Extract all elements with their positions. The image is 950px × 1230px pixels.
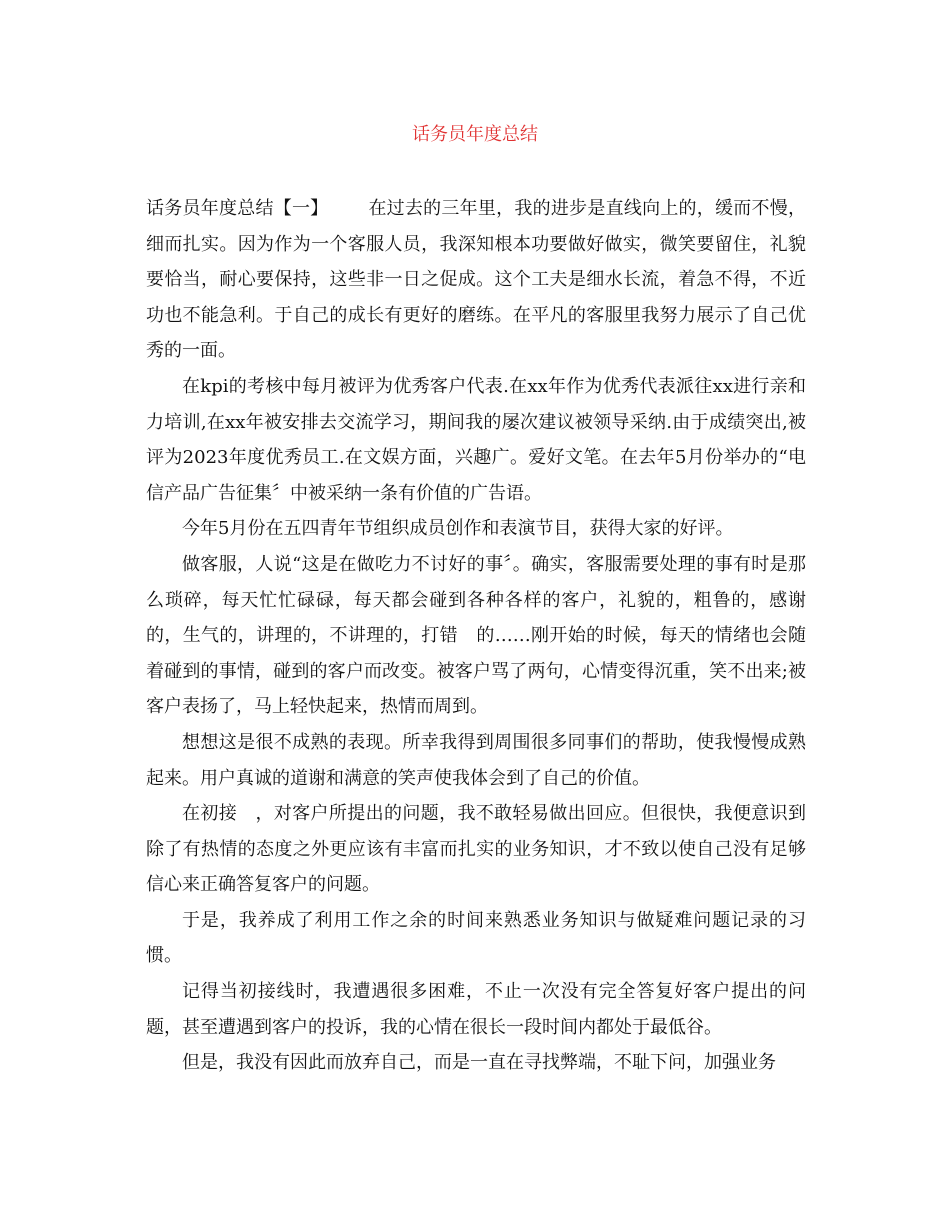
paragraph-9: 但是，我没有因此而放弃自己，而是一直在寻找弊端，不耻下问，加强业务 [182, 1052, 776, 1074]
document-title: 话务员年度总结 [412, 124, 538, 145]
paragraph-1 [146, 191, 806, 369]
paragraph-8: 记得当初接线时，我遭遇很多困难，不止一次没有完全答复好客户提出的问题，甚至遭遇到客户的投诉，我的心情在很长一段时间内都处于最低谷。 [146, 981, 806, 1038]
paragraph-5: 想想这是很不成熟的表现。所幸我得到周围很多同事们的帮助，使我慢慢成熟起来。用户真诚的道谢和满意的笑声使我体会到了自己的价值。 [146, 731, 806, 789]
paragraph-2: 在kpi的考核中每月被评为优秀客户代表.在xx年作为优秀代表派往xx进行亲和力培训,在xx年被安排去交流学习，期间我的屡次建议被领导采纳.由于成绩突出,被评为2023年度优秀员工.在文娱方面，兴趣广。爱好文笔。在去年5月份举办的“电信产品广告征集〞中被采纳一条有价值的广告语。 [146, 375, 806, 504]
paragraph-text: 在过去的三年里，我的进步是直线向上的，缓而不慢，细而扎实。因为作为一个客服人员，我深知根本功要做好做实，微笑要留住，礼貌要恰当，耐心要保持，这些非一日之促成。这个工夫是细水长流，着急不得，不近功也不能急利。于自己的成长有更好的磨练。在平凡的客服里我努力展示了自己优秀的一面。 [146, 198, 807, 362]
document-body [146, 191, 806, 1081]
paragraph-6: 在初接 ，对客户所提出的问题，我不敢轻易做出回应。但很快，我便意识到除了有热情的态度之外更应该有丰富而扎实的业务知识，才不致以使自己没有足够信心来正确答复客户的问题。 [146, 803, 806, 896]
paragraph-3: 今年5月份在五四青年节组织成员创作和表演节目，获得大家的好评。 [182, 518, 734, 540]
paragraph-7: 于是，我养成了利用工作之余的时间来熟悉业务知识与做疑难问题记录的习惯。 [146, 909, 806, 967]
section-heading: 话务员年度总结【一】 [146, 198, 329, 219]
paragraph-4: 做客服，人说“这是在做吃力不讨好的事〞。确实，客服需要处理的事有时是那么琐碎，每天忙忙碌碌，每天都会碰到各种各样的客户，礼貌的，粗鲁的，感谢的，生气的，讲理的，不讲理的，打错 的……刚开始的时候，每天的情绪也会随着碰到的事情，碰到的客户而改变。被客户骂了两句，心情变得沉重，笑不出来;被客户表扬了，马上轻快起来，热情而周到。 [146, 553, 806, 718]
